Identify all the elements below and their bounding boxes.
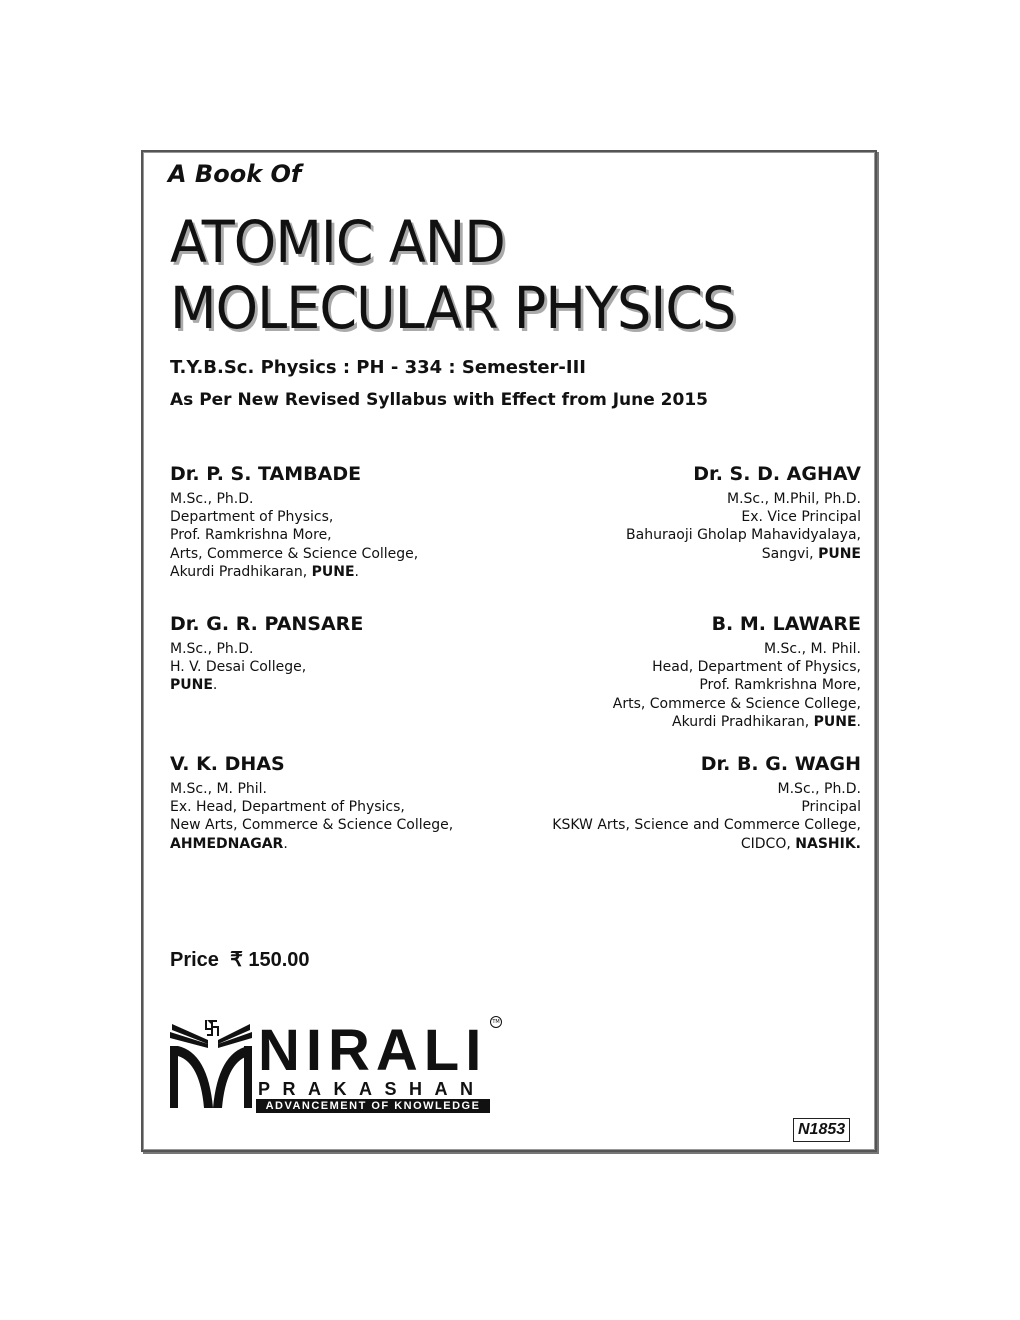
author-location [500, 545, 861, 563]
author-detail: M.Sc., Ph.D. [777, 781, 861, 797]
location-suffix: . [212, 677, 218, 694]
location-prefix: Sangvi, [761, 545, 819, 562]
author-name: Dr. S. D. AGHAV [693, 463, 861, 485]
author-location [500, 835, 861, 853]
location-city: PUNE [818, 545, 861, 562]
author-detail: M.Sc., Ph.D. [170, 641, 254, 657]
author-block [170, 612, 488, 695]
author-detail: Arts, Commerce & Science College, [612, 695, 861, 712]
author-detail: M.Sc., M. Phil. [764, 641, 861, 657]
location-suffix: . [856, 713, 861, 730]
author-location [170, 676, 488, 694]
author-detail: Bahuraoji Gholap Mahavidyalaya, [626, 527, 861, 544]
author-name: V. K. DHAS [170, 753, 285, 775]
location-city: PUNE [311, 563, 355, 580]
author-detail: Arts, Commerce & Science College, [170, 545, 419, 562]
author-detail: KSKW Arts, Science and Commerce College, [552, 817, 861, 834]
location-city: NASHIK. [795, 835, 861, 852]
author-block [170, 462, 488, 581]
author-name: Dr. P. S. TAMBADE [170, 463, 362, 485]
trademark: TM [490, 1016, 502, 1028]
author-block [500, 752, 861, 853]
location-city: AHMEDNAGAR [170, 835, 284, 852]
location-suffix: . [354, 563, 359, 580]
logo-tagline: ADVANCEMENT OF KNOWLEDGE [256, 1099, 490, 1113]
author-detail: Department of Physics, [170, 509, 334, 526]
logo-name: NIRALI [258, 1018, 488, 1083]
author-detail: Principal [801, 799, 861, 816]
author-detail: New Arts, Commerce & Science College, [170, 817, 454, 834]
author-name: Dr. B. G. WAGH [700, 753, 861, 775]
author-location [170, 835, 488, 853]
price [170, 948, 310, 972]
author-detail: Prof. Ramkrishna More, [699, 677, 861, 694]
author-location [170, 563, 488, 581]
book-preface: A Book Of [168, 160, 302, 188]
logo-sub: PRAKASHAN [258, 1079, 486, 1099]
location-city: PUNE [170, 677, 213, 694]
author-name: B. M. LAWARE [711, 613, 861, 635]
rupee-icon: ₹ [230, 949, 243, 971]
course-line: T.Y.B.Sc. Physics : PH - 334 : Semester-III [170, 357, 586, 378]
book-code: N1853 [793, 1118, 850, 1142]
author-detail: Ex. Vice Principal [741, 509, 861, 526]
author-detail: Head, Department of Physics, [652, 659, 861, 676]
location-city: PUNE [813, 713, 857, 730]
author-detail: H. V. Desai College, [170, 659, 307, 676]
syllabus-line: As Per New Revised Syllabus with Effect from June 2015 [170, 390, 708, 410]
author-detail: M.Sc., Ph.D. [170, 491, 254, 507]
author-name: Dr. G. R. PANSARE [170, 613, 364, 635]
location-suffix: . [283, 835, 288, 852]
price-label: Price [170, 949, 219, 971]
author-block [500, 462, 861, 563]
price-amount: 150.00 [248, 949, 310, 971]
author-location [500, 713, 861, 731]
title-line-1: ATOMIC AND [170, 208, 505, 276]
author-detail: Ex. Head, Department of Physics, [170, 799, 405, 816]
location-prefix: CIDCO, [740, 835, 796, 852]
book-emblem-icon [168, 1018, 256, 1113]
author-detail: M.Sc., M.Phil, Ph.D. [727, 491, 861, 507]
location-prefix: Akurdi Pradhikaran, [170, 563, 312, 580]
author-detail: Prof. Ramkrishna More, [170, 527, 332, 544]
author-detail: M.Sc., M. Phil. [170, 781, 267, 797]
author-block [170, 752, 488, 853]
title-line-2: MOLECULAR PHYSICS [170, 274, 736, 342]
location-prefix: Akurdi Pradhikaran, [672, 713, 814, 730]
author-block [500, 612, 861, 731]
